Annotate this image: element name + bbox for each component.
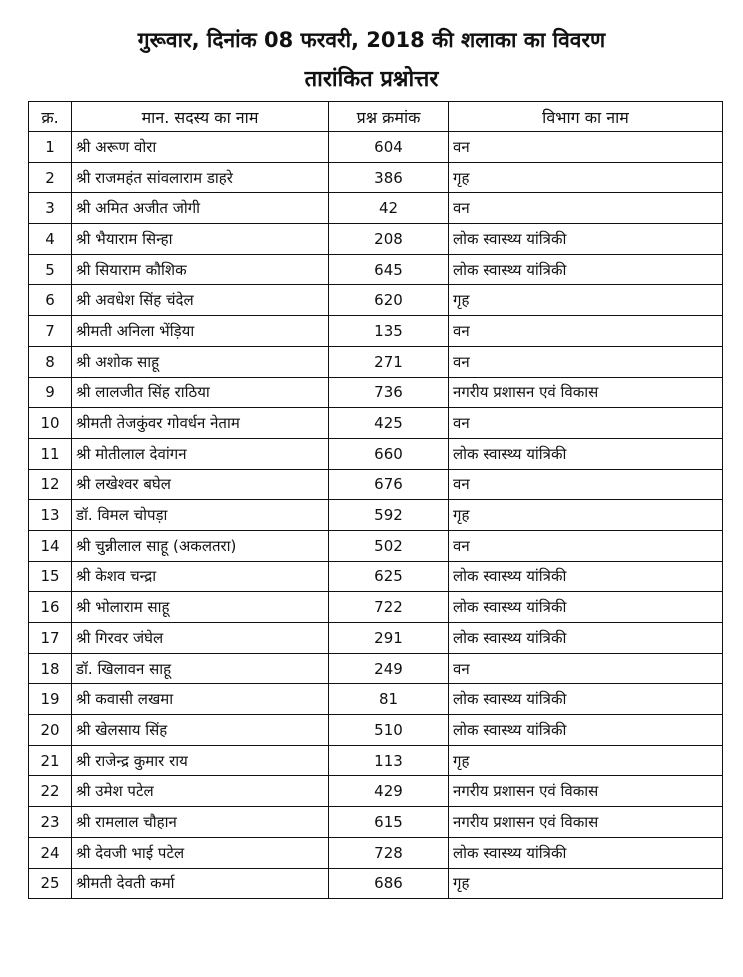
member-name-cell: श्री उमेश पटेल (72, 776, 329, 807)
table-body (29, 132, 723, 899)
question-number-cell: 386 (329, 162, 449, 193)
table-row (29, 408, 723, 439)
department-cell: वन (449, 530, 723, 561)
question-number-cell: 592 (329, 500, 449, 531)
department-cell: लोक स्वास्थ्य यांत्रिकी (449, 561, 723, 592)
question-number-cell: 113 (329, 745, 449, 776)
member-name-cell: श्री खेलसाय सिंह (72, 715, 329, 746)
question-number-cell: 291 (329, 623, 449, 654)
question-number-cell: 615 (329, 807, 449, 838)
table-row (29, 684, 723, 715)
department-cell: वन (449, 346, 723, 377)
department-cell: गृह (449, 868, 723, 899)
serial-cell: 25 (29, 868, 72, 899)
table-row (29, 193, 723, 224)
document-subtitle: तारांकित प्रश्नोत्तर (304, 67, 439, 92)
department-cell: नगरीय प्रशासन एवं विकास (449, 377, 723, 408)
table-row (29, 623, 723, 654)
question-number-cell: 249 (329, 653, 449, 684)
department-cell: लोक स्वास्थ्य यांत्रिकी (449, 224, 723, 255)
question-number-cell: 271 (329, 346, 449, 377)
question-number-cell: 208 (329, 224, 449, 255)
table-row (29, 837, 723, 868)
header-serial: क्र. (29, 102, 72, 132)
table-row (29, 162, 723, 193)
department-cell: लोक स्वास्थ्य यांत्रिकी (449, 592, 723, 623)
table-row (29, 377, 723, 408)
question-number-cell: 676 (329, 469, 449, 500)
member-name-cell: श्री लालजीत सिंह राठिया (72, 377, 329, 408)
member-name-cell: डॉ. खिलावन साहू (72, 653, 329, 684)
serial-cell: 20 (29, 715, 72, 746)
serial-cell: 22 (29, 776, 72, 807)
member-name-cell: श्री भैयाराम सिन्हा (72, 224, 329, 255)
member-name-cell: श्री रामलाल चौहान (72, 807, 329, 838)
question-number-cell: 604 (329, 132, 449, 163)
serial-cell: 10 (29, 408, 72, 439)
serial-cell: 2 (29, 162, 72, 193)
question-number-cell: 42 (329, 193, 449, 224)
department-cell: लोक स्वास्थ्य यांत्रिकी (449, 254, 723, 285)
question-number-cell: 736 (329, 377, 449, 408)
serial-cell: 13 (29, 500, 72, 531)
members-questions-table (28, 101, 723, 899)
department-cell: गृह (449, 500, 723, 531)
document-title: गुरूवार, दिनांक 08 फरवरी, 2018 की शलाका का विवरण (137, 28, 606, 52)
table-row (29, 500, 723, 531)
department-cell: वन (449, 193, 723, 224)
table-row (29, 561, 723, 592)
question-number-cell: 81 (329, 684, 449, 715)
serial-cell: 8 (29, 346, 72, 377)
department-cell: लोक स्वास्थ्य यांत्रिकी (449, 715, 723, 746)
table-row (29, 653, 723, 684)
table-header-row (29, 102, 723, 132)
member-name-cell: श्रीमती अनिला भेंड़िया (72, 316, 329, 347)
department-cell: गृह (449, 162, 723, 193)
serial-cell: 11 (29, 438, 72, 469)
table-row (29, 745, 723, 776)
member-name-cell: श्री राजमहंत सांवलाराम डाहरे (72, 162, 329, 193)
table-row (29, 530, 723, 561)
serial-cell: 9 (29, 377, 72, 408)
serial-cell: 15 (29, 561, 72, 592)
department-cell: लोक स्वास्थ्य यांत्रिकी (449, 438, 723, 469)
department-cell: वन (449, 469, 723, 500)
serial-cell: 21 (29, 745, 72, 776)
table-row (29, 807, 723, 838)
member-name-cell: डॉ. विमल चोपड़ा (72, 500, 329, 531)
serial-cell: 3 (29, 193, 72, 224)
table-row (29, 254, 723, 285)
serial-cell: 6 (29, 285, 72, 316)
department-cell: लोक स्वास्थ्य यांत्रिकी (449, 684, 723, 715)
department-cell: लोक स्वास्थ्य यांत्रिकी (449, 837, 723, 868)
table-row (29, 592, 723, 623)
question-number-cell: 510 (329, 715, 449, 746)
table-row (29, 438, 723, 469)
table-row (29, 224, 723, 255)
header-department: विभाग का नाम (449, 102, 723, 132)
question-number-cell: 425 (329, 408, 449, 439)
department-cell: लोक स्वास्थ्य यांत्रिकी (449, 623, 723, 654)
member-name-cell: श्री केशव चन्द्रा (72, 561, 329, 592)
serial-cell: 4 (29, 224, 72, 255)
table-row (29, 132, 723, 163)
serial-cell: 14 (29, 530, 72, 561)
serial-cell: 7 (29, 316, 72, 347)
department-cell: नगरीय प्रशासन एवं विकास (449, 776, 723, 807)
serial-cell: 16 (29, 592, 72, 623)
member-name-cell: श्रीमती देवती कर्मा (72, 868, 329, 899)
member-name-cell: श्री अवधेश सिंह चंदेल (72, 285, 329, 316)
serial-cell: 12 (29, 469, 72, 500)
member-name-cell: श्री गिरवर जंघेल (72, 623, 329, 654)
department-cell: गृह (449, 745, 723, 776)
department-cell: वन (449, 132, 723, 163)
department-cell: वन (449, 316, 723, 347)
member-name-cell: श्रीमती तेजकुंवर गोवर्धन नेताम (72, 408, 329, 439)
header-question-number: प्रश्न क्रमांक (329, 102, 449, 132)
question-number-cell: 625 (329, 561, 449, 592)
serial-cell: 24 (29, 837, 72, 868)
question-number-cell: 686 (329, 868, 449, 899)
member-name-cell: श्री अरूण वोरा (72, 132, 329, 163)
serial-cell: 18 (29, 653, 72, 684)
department-cell: नगरीय प्रशासन एवं विकास (449, 807, 723, 838)
question-number-cell: 135 (329, 316, 449, 347)
serial-cell: 17 (29, 623, 72, 654)
department-cell: वन (449, 408, 723, 439)
member-name-cell: श्री सियाराम कौशिक (72, 254, 329, 285)
serial-cell: 1 (29, 132, 72, 163)
table-row (29, 868, 723, 899)
member-name-cell: श्री अमित अजीत जोगी (72, 193, 329, 224)
table-row (29, 715, 723, 746)
member-name-cell: श्री राजेन्द्र कुमार राय (72, 745, 329, 776)
department-cell: वन (449, 653, 723, 684)
serial-cell: 5 (29, 254, 72, 285)
department-cell: गृह (449, 285, 723, 316)
member-name-cell: श्री चुन्नीलाल साहू (अकलतरा) (72, 530, 329, 561)
question-number-cell: 660 (329, 438, 449, 469)
table-row (29, 285, 723, 316)
member-name-cell: श्री देवजी भाई पटेल (72, 837, 329, 868)
table-row (29, 469, 723, 500)
member-name-cell: श्री लखेश्वर बघेल (72, 469, 329, 500)
question-number-cell: 728 (329, 837, 449, 868)
question-number-cell: 429 (329, 776, 449, 807)
member-name-cell: श्री मोतीलाल देवांगन (72, 438, 329, 469)
serial-cell: 23 (29, 807, 72, 838)
table-row (29, 316, 723, 347)
table-row (29, 776, 723, 807)
question-number-cell: 645 (329, 254, 449, 285)
question-number-cell: 722 (329, 592, 449, 623)
question-number-cell: 502 (329, 530, 449, 561)
member-name-cell: श्री कवासी लखमा (72, 684, 329, 715)
table-row (29, 346, 723, 377)
question-number-cell: 620 (329, 285, 449, 316)
member-name-cell: श्री अशोक साहू (72, 346, 329, 377)
header-member-name: मान. सदस्य का नाम (72, 102, 329, 132)
member-name-cell: श्री भोलाराम साहू (72, 592, 329, 623)
serial-cell: 19 (29, 684, 72, 715)
